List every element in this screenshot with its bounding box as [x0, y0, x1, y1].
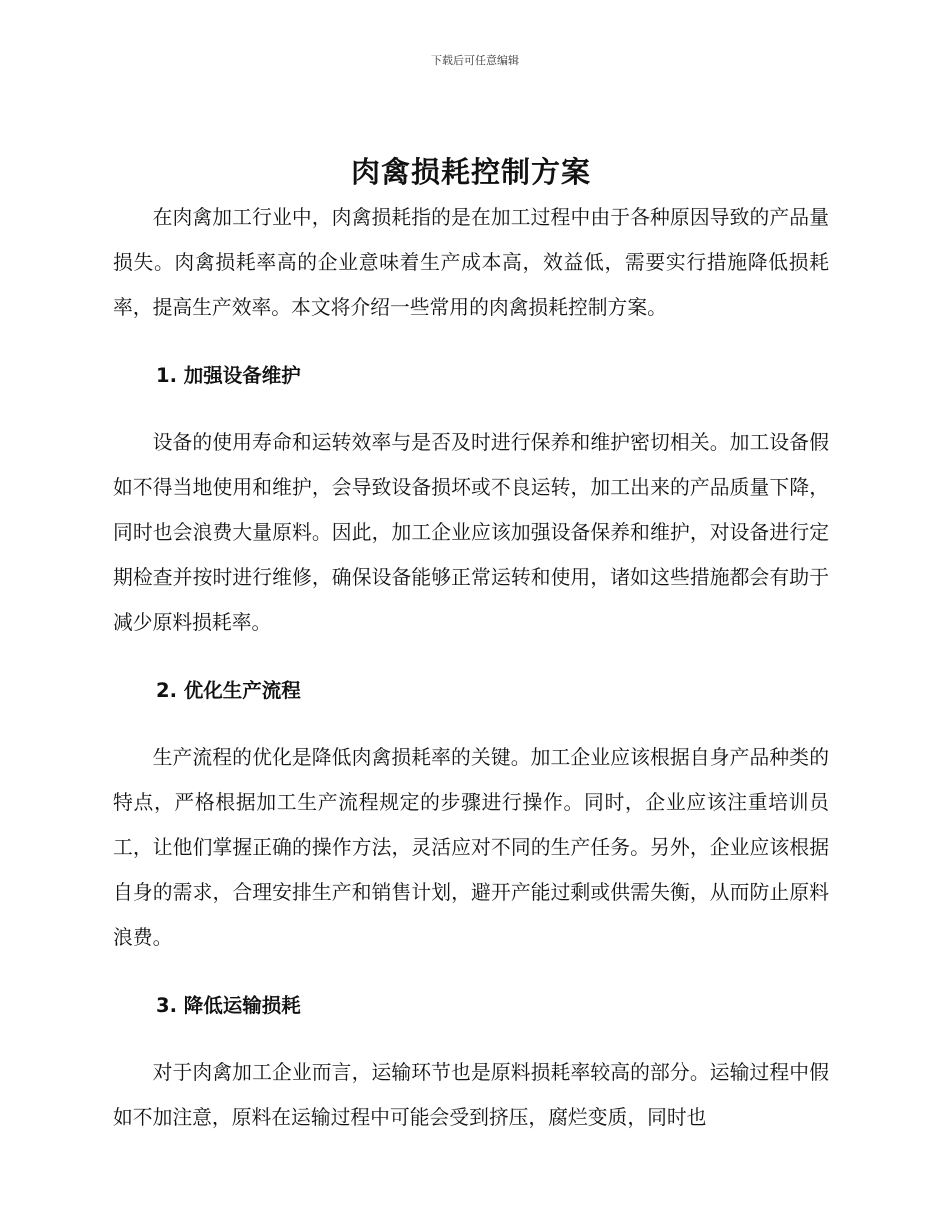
- document-body: [113, 148, 829, 1141]
- section-heading: 3. 降低运输损耗: [156, 994, 301, 1018]
- document-title: 肉禽损耗控制方案: [350, 155, 591, 189]
- intro-paragraph: 在肉禽加工行业中，肉禽损耗指的是在加工过程中由于各种原因导致的产品量损失。肉禽损耗率高的企业意味着生产成本高，效益低，需要实行措施降低损耗率，提高生产效率。本文将介绍一些常用的肉禽损耗控制方案。: [113, 206, 829, 319]
- section-paragraph: 对于肉禽加工企业而言，运输环节也是原料损耗率较高的部分。运输过程中假如不加注意，原料在运输过程中可能会受到挤压，腐烂变质，同时也: [113, 1061, 829, 1130]
- section-heading: 2. 优化生产流程: [156, 679, 301, 703]
- section-paragraph: 生产流程的优化是降低肉禽损耗率的关键。加工企业应该根据自身产品种类的特点，严格根据加工生产流程规定的步骤进行操作。同时，企业应该注重培训员工，让他们掌握正确的操作方法，灵活应对不同的生产任务。另外，企业应该根据自身的需求，合理安排生产和销售计划，避开产能过剩或供需失衡，从而防止原料浪费。: [113, 746, 829, 949]
- section-equipment-maintenance: [113, 330, 829, 645]
- section-transport-loss: [113, 960, 829, 1141]
- section-paragraph: 设备的使用寿命和运转效率与是否及时进行保养和维护密切相关。加工设备假如不得当地使用和维护，会导致设备损坏或不良运转，加工出来的产品质量下降，同时也会浪费大量原料。因此，加工企业应该加强设备保养和维护，对设备进行定期检查并按时进行维修，确保设备能够正常运转和使用，诸如这些措施都会有助于减少原料损耗率。: [113, 431, 829, 634]
- page-header-note: 下载后可任意编辑: [431, 54, 519, 67]
- section-heading: 1. 加强设备维护: [156, 364, 301, 388]
- section-process-optimization: [113, 645, 829, 960]
